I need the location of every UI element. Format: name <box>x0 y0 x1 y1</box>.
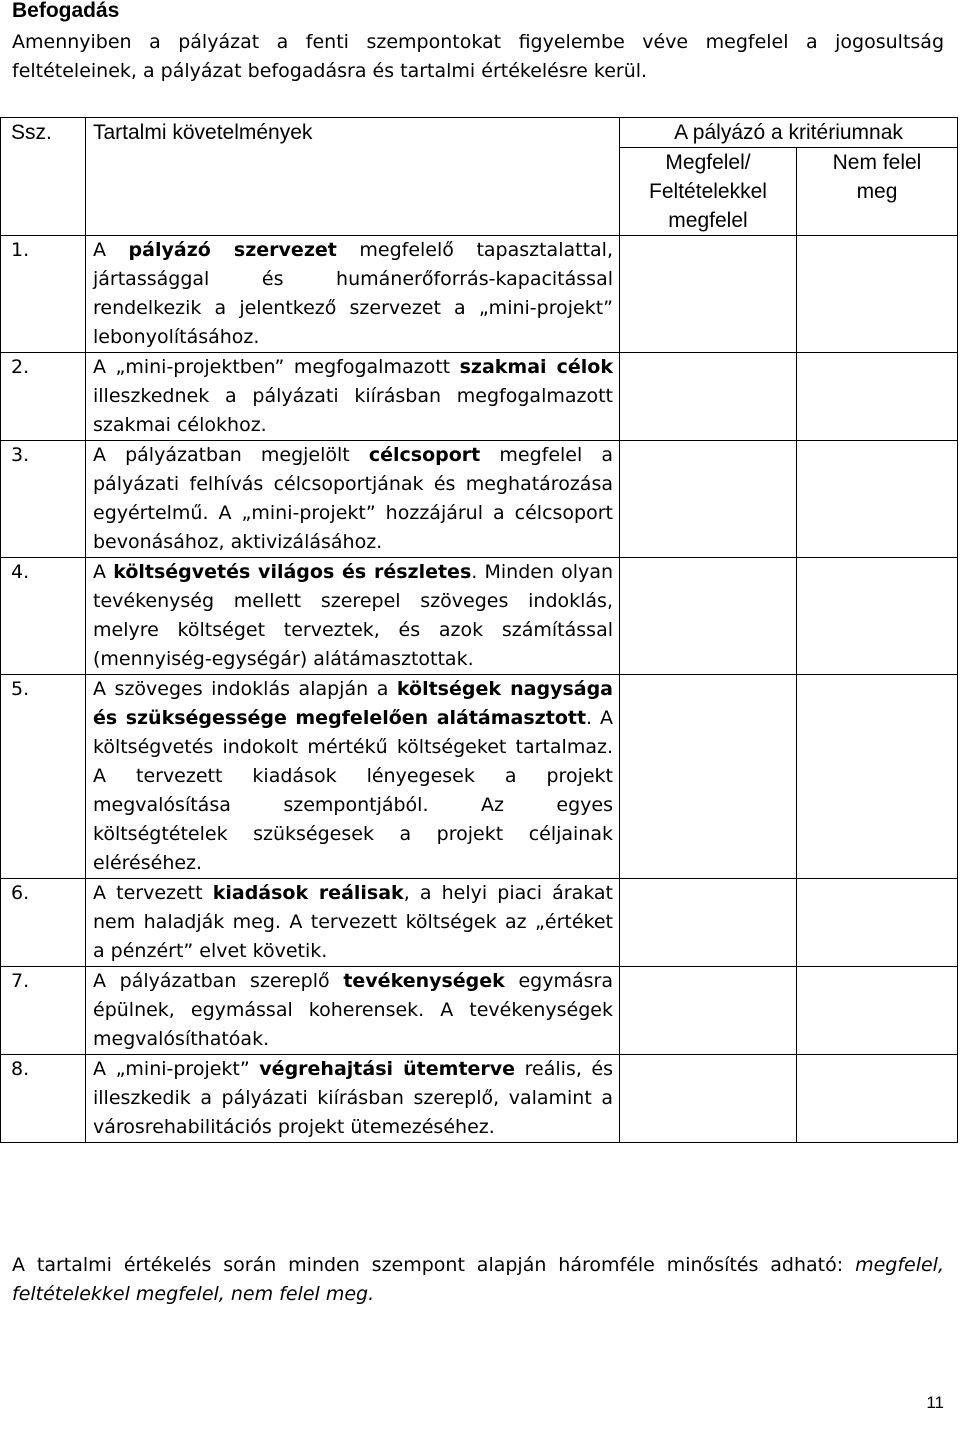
requirement-segment: A szöveges indoklás alapján a <box>93 678 397 700</box>
row-requirement-text <box>86 441 620 558</box>
row-number: 5. <box>1 675 86 879</box>
not-meets-cell[interactable] <box>797 1055 958 1143</box>
meets-cell[interactable] <box>620 967 797 1055</box>
table-row <box>1 441 958 558</box>
criteria-table <box>0 117 958 1143</box>
header-criteria: A pályázó a kritériumnak <box>620 118 958 148</box>
row-number: 2. <box>1 353 86 441</box>
requirement-segment: illeszkednek a pályázati kiírásban megfogalmazott szakmai célokhoz. <box>93 385 613 436</box>
intro-paragraph: Amennyiben a pályázat a fenti szempontokat figyelembe véve megfelel a jogosultság feltételeinek, a pályázat befogadásra és tartalmi értékelésre kerül. <box>12 31 944 82</box>
footer-text: A tartalmi értékelés során minden szempont alapján háromféle minősítés adható: <box>12 1254 856 1276</box>
table-row <box>1 1055 958 1143</box>
meets-cell[interactable] <box>620 879 797 967</box>
not-meets-cell[interactable] <box>797 353 958 441</box>
row-number: 8. <box>1 1055 86 1143</box>
header-meets-line3: megfelel <box>668 209 748 232</box>
requirement-emphasis: költségek nagysága és szükségessége megfelelően alátámasztott <box>93 678 613 729</box>
not-meets-cell[interactable] <box>797 441 958 558</box>
meets-cell[interactable] <box>620 353 797 441</box>
header-not-meets <box>797 148 958 236</box>
header-not-meets-line2: meg <box>856 180 898 203</box>
meets-cell[interactable] <box>620 236 797 353</box>
requirement-segment: egymásra épülnek, egymással koherensek. A tevékenységek megvalósíthatóak. <box>93 970 613 1050</box>
row-requirement-text <box>86 967 620 1055</box>
table-row <box>1 558 958 675</box>
row-number: 7. <box>1 967 86 1055</box>
requirement-segment: , a helyi piaci árakat nem haladják meg. A tervezett költségek az „értéket a pénzért” elvet követik. <box>93 882 613 962</box>
meets-cell[interactable] <box>620 558 797 675</box>
table-row <box>1 967 958 1055</box>
row-requirement-text <box>86 236 620 353</box>
row-requirement-text <box>86 675 620 879</box>
not-meets-cell[interactable] <box>797 967 958 1055</box>
requirement-emphasis: szakmai célok <box>459 356 613 378</box>
requirement-segment: A „mini-projekt” <box>93 1058 260 1080</box>
not-meets-cell[interactable] <box>797 879 958 967</box>
requirement-segment: A <box>93 561 114 583</box>
row-number: 1. <box>1 236 86 353</box>
requirement-emphasis: kiadások reálisak <box>212 882 404 904</box>
requirement-emphasis: tevékenységek <box>343 970 505 992</box>
requirement-segment: reális, és illeszkedik a pályázati kiírásban szereplő, valamint a városrehabilitációs projekt ütemezéséhez. <box>93 1058 614 1138</box>
header-meets <box>620 148 797 236</box>
table-row <box>1 236 958 353</box>
not-meets-cell[interactable] <box>797 558 958 675</box>
not-meets-cell[interactable] <box>797 236 958 353</box>
meets-cell[interactable] <box>620 441 797 558</box>
row-number: 4. <box>1 558 86 675</box>
footer-italic: megfelel, feltételekkel megfelel, nem felel meg. <box>12 1254 944 1305</box>
meets-cell[interactable] <box>620 1055 797 1143</box>
requirement-emphasis: költségvetés világos és részletes <box>113 561 472 583</box>
header-meets-line2: Feltételekkel <box>649 180 767 203</box>
requirement-segment: . A költségvetés indokolt mértékű költségeket tartalmaz. A tervezett kiadások lényegesek a projekt megvalósítása szempontjából. Az egyes költségtételek szükségesek a projekt céljainak eléréséhez. <box>93 707 614 874</box>
requirement-segment: A pályázatban megjelölt <box>93 444 369 466</box>
row-requirement-text <box>86 1055 620 1143</box>
row-number: 6. <box>1 879 86 967</box>
footer-paragraph <box>12 1251 944 1309</box>
requirement-segment: A pályázatban szereplő <box>93 970 344 992</box>
requirement-emphasis: célcsoport <box>368 444 481 466</box>
not-meets-cell[interactable] <box>797 675 958 879</box>
header-requirements: Tartalmi követelmények <box>86 118 620 236</box>
row-requirement-text <box>86 879 620 967</box>
requirement-emphasis: pályázó szervezet <box>128 239 337 261</box>
meets-cell[interactable] <box>620 675 797 879</box>
requirement-segment: A „mini-projektben” megfogalmazott <box>93 356 460 378</box>
requirement-segment: A <box>93 239 129 261</box>
requirement-segment: megfelel a pályázati felhívás célcsoportjának és meghatározása egyértelmű. A „mini-projekt” hozzájárul a célcsoport bevonásához, aktivizálásához. <box>93 444 614 553</box>
header-not-meets-line1: Nem felel <box>832 151 922 174</box>
requirement-segment: A tervezett <box>93 882 213 904</box>
table-row <box>1 353 958 441</box>
header-meets-line1: Megfelel/ <box>665 151 751 174</box>
table-row <box>1 879 958 967</box>
requirement-emphasis: végrehajtási ütemterve <box>259 1058 516 1080</box>
requirement-segment: megfelelő tapasztalattal, jártassággal és humánerőforrás-kapacitással rendelkezik a jelentkező szervezet a „mini-projekt” lebonyolításához. <box>93 239 613 348</box>
requirement-segment: . Minden olyan tevékenység mellett szerepel szöveges indoklás, melyre költséget terveztek, és azok számítással (mennyiség-egységár) alátámasztottak. <box>93 561 613 670</box>
row-requirement-text <box>86 558 620 675</box>
page-number: 11 <box>926 1393 944 1412</box>
criteria-rows <box>1 236 958 1143</box>
table-row <box>1 675 958 879</box>
row-number: 3. <box>1 441 86 558</box>
table-header-row-1 <box>1 118 958 148</box>
row-requirement-text <box>86 353 620 441</box>
section-title: Befogadás <box>12 0 120 22</box>
header-ssz: Ssz. <box>1 118 86 236</box>
